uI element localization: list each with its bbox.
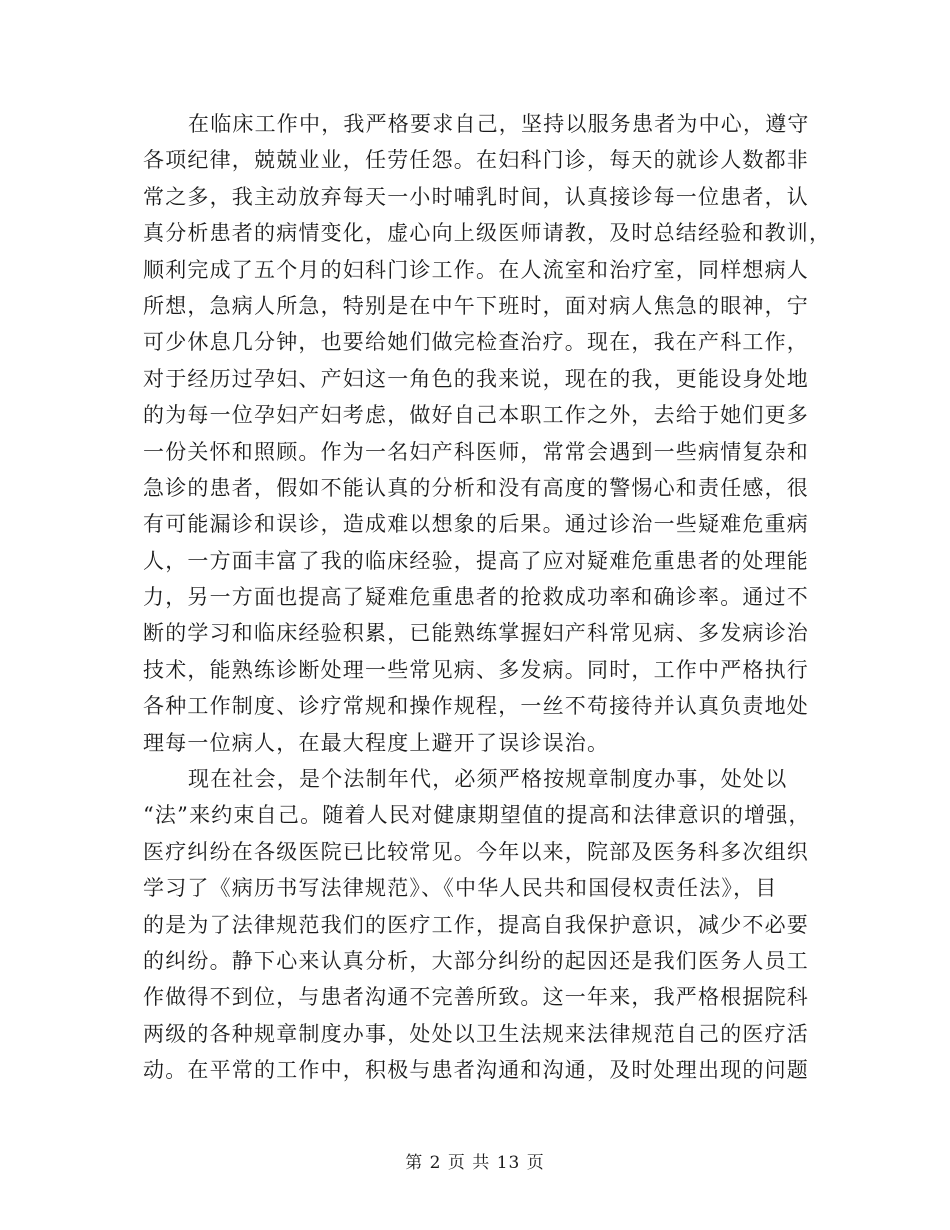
text-line: 有可能漏诊和误诊，造成难以想象的后果。通过诊治一些疑难危重病	[143, 512, 809, 537]
text-line: 的纠纷。静下心来认真分析，大部分纠纷的起因还是我们医务人员工	[143, 948, 809, 973]
document-body	[143, 106, 832, 1089]
text-line: 急诊的患者，假如不能认真的分析和没有高度的警惕心和责任感，很	[143, 475, 809, 500]
text-line: 技术，能熟练诊断处理一些常见病、多发病。同时，工作中严格执行	[143, 657, 809, 682]
text-line: 现在社会，是个法制年代，必须严格按规章制度办事，处处以	[188, 767, 788, 792]
text-line: 对于经历过孕妇、产妇这一角色的我来说，现在的我，更能设身处地	[143, 366, 809, 391]
text-line: 各种工作制度、诊疗常规和操作规程，一丝不苟接待并认真负责地处	[143, 694, 809, 719]
text-line: 人，一方面丰富了我的临床经验，提高了应对疑难危重患者的处理能	[143, 548, 809, 573]
text-line: 动。在平常的工作中，积极与患者沟通和沟通，及时处理出现的问题	[143, 1058, 809, 1083]
text-line: 作做得不到位，与患者沟通不完善所致。这一年来，我严格根据院科	[143, 985, 809, 1010]
text-line: 的是为了法律规范我们的医疗工作，提高自我保护意识，减少不必要	[143, 912, 809, 937]
text-line: 在临床工作中，我严格要求自己，坚持以服务患者为中心，遵守	[188, 112, 810, 136]
paragraph-2	[143, 761, 811, 1089]
text-line: 断的学习和临床经验积累，已能熟练掌握妇产科常见病、多发病诊治	[143, 621, 809, 646]
text-line: 医疗纠纷在各级医院已比较常见。今年以来，院部及医务科多次组织	[143, 839, 809, 864]
text-line: 理每一位病人，在最大程度上避开了误诊误治。	[143, 730, 610, 755]
text-line: 常之多，我主动放弃每天一小时哺乳时间，认真接诊每一位患者，认	[143, 184, 809, 209]
text-line: 所想，急病人所急，特别是在中午下班时，面对病人焦急的眼神，宁	[143, 293, 809, 318]
text-line: 一份关怀和照顾。作为一名妇产科医师，常常会遇到一些病情复杂和	[143, 439, 809, 464]
paragraph-1	[143, 106, 832, 761]
text-line: 两级的各种规章制度办事，处处以卫生法规来法律规范自己的医疗活	[143, 1021, 809, 1046]
text-line: 顺利完成了五个月的妇科门诊工作。在人流室和治疗室，同样想病人	[143, 257, 809, 282]
text-line: 力，另一方面也提高了疑难危重患者的抢救成功率和确诊率。通过不	[143, 585, 809, 610]
text-line: 真分析患者的病情变化，虚心向上级医师请教，及时总结经验和教训，	[143, 221, 832, 246]
page-number-footer: 第 2 页 共 13 页	[405, 1153, 545, 1173]
text-line: 学习了《病历书写法律规范》、《中华人民共和国侵权责任法》，目	[143, 876, 778, 901]
text-line: “法”来约束自己。随着人民对健康期望值的提高和法律意识的增强，	[143, 803, 811, 828]
text-line: 的为每一位孕妇产妇考虑，做好自己本职工作之外，去给于她们更多	[143, 403, 809, 428]
text-line: 各项纪律，兢兢业业，任劳任怨。在妇科门诊，每天的就诊人数都非	[143, 148, 809, 173]
text-line: 可少休息几分钟，也要给她们做完检查治疗。现在，我在产科工作，	[143, 330, 809, 355]
